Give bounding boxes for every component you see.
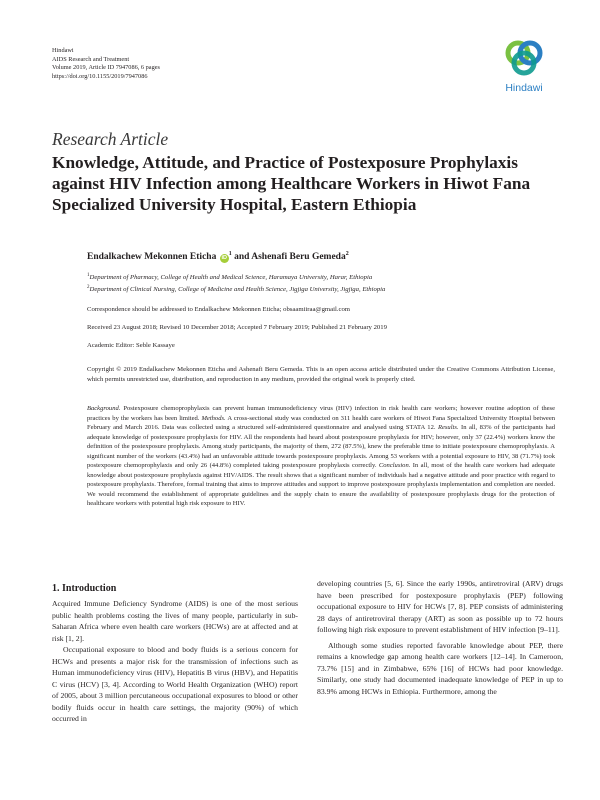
affiliation-marker: 1	[228, 251, 232, 257]
abstract	[87, 404, 555, 509]
journal-name: AIDS Research and Treatment	[52, 55, 130, 63]
author-conjunction: and	[234, 252, 252, 263]
affiliations	[87, 271, 385, 295]
paragraph: Occupational exposure to blood and body fluids is a serious concern for HCWs and presents a major risk for the transmission of infections such as Human immunodeficiency virus (HIV), Hepatitis B virus (HBV), and Hepatitis C virus (HCV) [3, 4]. According to World Health Organization (WHO) report of 2005, about 3 million percutaneous occupational exposures to blood or other bodily fluids occur in health care settings, the majority (90%) of which occurred in	[52, 645, 298, 723]
article-title: Knowledge, Attitude, and Practice of Postexposure Prophylaxis against HIV Infection among Healthcare Workers in Hiwot Fana Specialized University Hospital, Eastern Ethiopia	[52, 153, 531, 214]
academic-editor: Academic Editor: Seble Kassaye	[87, 342, 175, 349]
abstract-background-label: Background.	[87, 405, 121, 412]
affiliation-number: 1	[87, 273, 90, 278]
abstract-methods: A cross-sectional study was conducted on 311 health care workers of Hiwot Fana Specialized University Hospital between February and March 2016. Data was collected using a structured self-administered questionnaire and analysed using STATA 12.	[87, 414, 556, 432]
affiliation-number: 2	[87, 285, 90, 291]
abstract-conclusion-label: Conclusion.	[378, 462, 411, 470]
logo-wordmark: Hindawi	[505, 82, 543, 94]
hindawi-logo-icon	[504, 40, 544, 76]
abstract-conclusion: In all, most of the health care workers had adequate knowledge about postexposure prophylaxis against HIV/AIDS. The result shows that a significant number of individuals had a negative attitude and poor practice with regard to postexposure prophylaxis. Therefore, formal training that aims to improve attitudes and support to improve postexposure prophylaxis implementation and completion are needed. We would recommend the establishment of appropriate guidelines and the supply chain to ensure the availability of postexposure prophylaxis drugs for the protection of healthcare workers with potential high risk exposure to HIV.	[87, 462, 555, 508]
abstract-background: Postexposure chemoprophylaxis can prevent human immunodeficiency virus (HIV) infection in risk health care workers; however routine adoption of these practices by the workers has been limited.	[87, 405, 555, 422]
intro-left-column	[52, 598, 298, 725]
abstract-results-label: Results.	[437, 424, 459, 432]
doi-link[interactable]: https://doi.org/10.1155/2019/7947086	[52, 72, 148, 80]
section-heading: 1. Introduction	[52, 583, 117, 594]
author-list	[87, 251, 349, 263]
article-type: Research Article	[52, 129, 169, 149]
article-metadata	[52, 47, 160, 81]
affiliation-item	[87, 283, 385, 295]
paragraph: Acquired Immune Deficiency Syndrome (AIDS) is one of the most serious public health problems costing the lives of many people, particularly in sub-Saharan Africa where even health care workers (HCWs) are at affected and at risk [1, 2].	[52, 599, 298, 643]
affiliation-item	[87, 271, 385, 283]
orcid-icon[interactable]: iD	[221, 255, 227, 262]
publication-dates: Received 23 August 2018; Revised 10 December 2018; Accepted 7 February 2019; Published 21 February 2019	[87, 324, 387, 331]
abstract-results: In all, 83% of the participants had adequate knowledge of postexposure prophylaxis for HIV. All the respondents had heard about postexposure prophylaxis for HIV; however, only 37 (22.4%) workers know the definition of the postexposure prophylaxis. Among study participants, the majority of them, 272 (87.5%), knew the preferable time to initiate postexposure chemoprophylaxis. A significant number of the workers (43.4%) had an unfavorable attitude towards postexposure prophylaxis. Among 53 workers with a potential exposure to HIV, 38 (71.7%) took postexposure chemoprophylaxis and only 26 (44.8%) completed taking postexposure prophylaxis correctly.	[87, 424, 555, 470]
volume-info: Volume 2019, Article ID 7947086, 6 pages	[52, 64, 160, 72]
intro-right-column	[317, 578, 563, 697]
copyright-notice: Copyright © 2019 Endalkachew Mekonnen Eticha and Ashenafi Beru Gemeda. This is an open access article distributed under the Creative Commons Attribution License, which permits unrestricted use, distribution, and reproduction in any medium, provided the original work is properly cited.	[87, 366, 555, 383]
hindawi-logo	[496, 40, 552, 94]
paragraph: developing countries [5, 6]. Since the early 1990s, antiretroviral (ARV) drugs have been prescribed for postexposure prophylaxis (PEP) following occupational exposure to HIV for HCWs [7, 8]. PEP consists of administering 28 days of antiretroviral therapy (ART) as soon as possible up to 72 hours following high risk exposure to prevent establishment of HIV infection [9–11].	[317, 579, 563, 634]
correspondence: Correspondence should be addressed to Endalkachew Mekonnen Eticha; obsaamiiraa@gmail.com	[87, 306, 350, 313]
affiliation-text: Department of Clinical Nursing, College of Medicine and Health Science, Jigjiga University, Jigjiga, Ethiopia	[89, 286, 386, 294]
paragraph: Although some studies reported favorable knowledge about PEP, there remains a knowledge gap among health care workers [12–14]. In Cameroon, 73.7% [15] and in Zimbabwe, 65% [16] of HCWs had poor knowledge. Similarly, one study had documented inadequate knowledge of PEP in up to 83.9% among HCWs in Ethiopia. Furthermore, among the	[317, 640, 563, 696]
abstract-methods-label: Methods.	[201, 414, 226, 422]
author-name: Ashenafi Beru Gemeda	[251, 252, 346, 263]
publisher-name: Hindawi	[52, 47, 74, 54]
affiliation-text: Department of Pharmacy, College of Health and Medical Science, Haramaya University, Harar, Ethiopia	[89, 274, 373, 282]
affiliation-marker: 2	[345, 251, 349, 257]
author-name: Endalkachew Mekonnen Eticha	[87, 252, 217, 263]
